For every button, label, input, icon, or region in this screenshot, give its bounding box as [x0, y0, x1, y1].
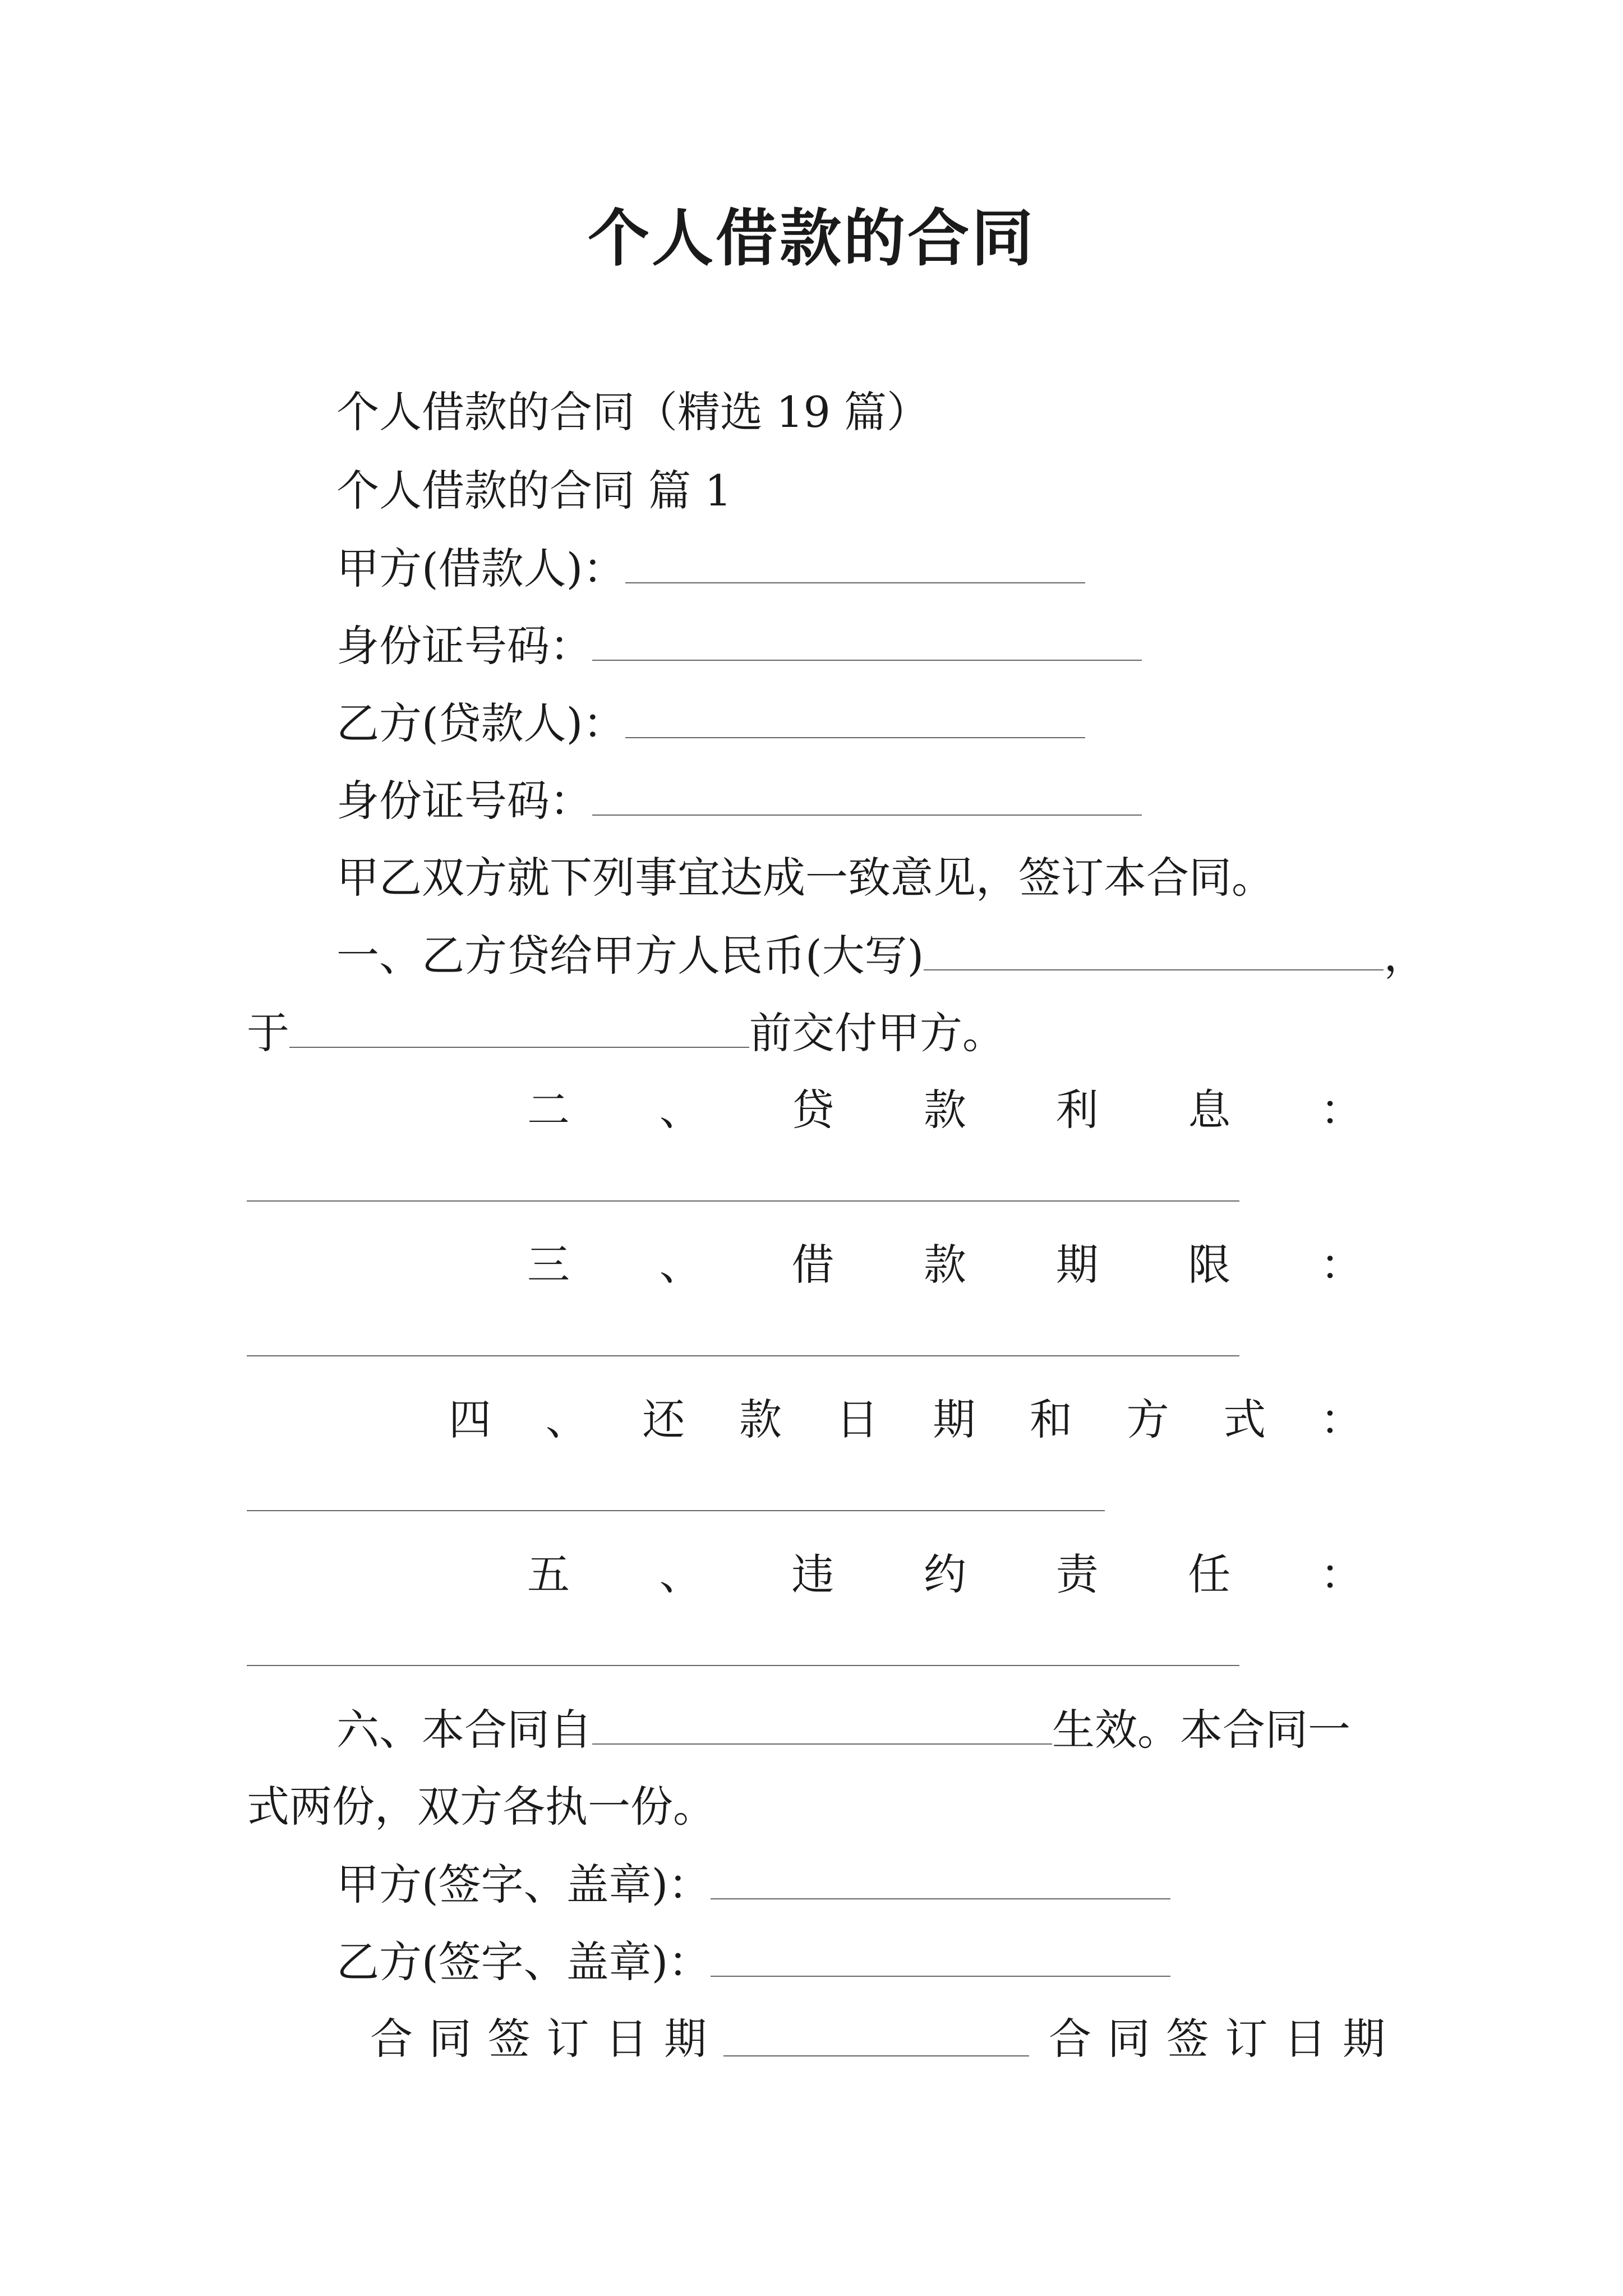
id-a-blank[interactable]	[592, 615, 1142, 661]
clause4-char: 方	[1126, 1395, 1169, 1444]
date-char: 同	[1107, 2014, 1150, 2064]
clause4-char: 还	[642, 1395, 685, 1444]
clause3-char: 三	[527, 1240, 570, 1290]
date-char: 日	[605, 2014, 648, 2064]
clause5-char: 约	[923, 1549, 966, 1599]
clause4-heading	[449, 1389, 1363, 1451]
section-heading: 个人借款的合同 篇 1	[336, 466, 732, 516]
clause6-text: 六、本合同自	[336, 1705, 592, 1755]
id-b-row	[336, 770, 1142, 832]
date-char: 同	[428, 2014, 472, 2064]
party-b-row	[336, 692, 1085, 754]
id-b-label: 身份证号码：	[336, 776, 592, 826]
id-a-row	[336, 615, 1142, 677]
term-blank[interactable]	[247, 1355, 1239, 1356]
clause6-text-2: 生效。本合同一	[1052, 1705, 1350, 1755]
interest-blank[interactable]	[247, 1200, 1239, 1202]
party-a-row	[336, 537, 1085, 600]
clause2-char: ：	[1320, 1085, 1363, 1135]
clause2-char: 二	[527, 1085, 570, 1135]
id-b-blank[interactable]	[592, 770, 1142, 816]
clause3-char: ：	[1320, 1240, 1363, 1290]
date-char: 期	[663, 2014, 707, 2064]
clause4-char: 和	[1029, 1395, 1072, 1444]
clause4-char: 式	[1223, 1395, 1266, 1444]
clause3-heading	[527, 1234, 1363, 1296]
clause5-char: 、	[659, 1549, 702, 1599]
amount-blank[interactable]	[924, 924, 1384, 970]
party-b-label: 乙方(贷款人)：	[336, 698, 626, 748]
sign-b-label: 乙方(签字、盖章)：	[336, 1937, 711, 1987]
date-char: 签	[487, 2014, 531, 2064]
clause4-char: 日	[836, 1395, 879, 1444]
date-label-left	[370, 2008, 707, 2070]
date-char: 订	[546, 2014, 589, 2064]
date-char: 订	[1225, 2014, 1268, 2064]
clause4-char: 期	[933, 1395, 976, 1444]
intro-text: 甲乙双方就下列事宜达成一致意见，签订本合同。	[336, 853, 1274, 903]
clause1-prefix: 于	[247, 1008, 289, 1058]
clause6-line2: 式两份，双方各执一份。	[247, 1782, 716, 1832]
party-b-blank[interactable]	[625, 692, 1085, 738]
clause5-char: 违	[791, 1549, 834, 1599]
clause2-char: 利	[1055, 1085, 1099, 1135]
clause5-char: ：	[1320, 1549, 1363, 1599]
clause4-char: ：	[1320, 1395, 1363, 1444]
clause5-heading	[527, 1544, 1363, 1605]
date-char: 期	[1342, 2014, 1385, 2064]
sign-date-blank[interactable]	[723, 2055, 1029, 2056]
clause3-char: 款	[923, 1240, 966, 1290]
clause1-text: 一、乙方贷给甲方人民币(大写)	[336, 931, 924, 981]
date-char: 签	[1166, 2014, 1209, 2064]
clause3-char: 借	[791, 1240, 834, 1290]
liability-blank[interactable]	[247, 1665, 1239, 1666]
clause4-char: 款	[739, 1395, 782, 1444]
clause2-heading	[527, 1079, 1363, 1141]
document-title: 个人借款的合同	[588, 202, 1035, 274]
clause2-char: 息	[1188, 1085, 1231, 1135]
effective-date-blank[interactable]	[592, 1699, 1052, 1745]
party-a-blank[interactable]	[625, 537, 1085, 583]
clause3-char: 限	[1188, 1240, 1231, 1290]
clause5-char: 责	[1055, 1549, 1099, 1599]
clause1-suffix: 前交付甲方。	[749, 1008, 1005, 1058]
clause6-line1	[336, 1699, 1350, 1761]
sign-a-row	[336, 1853, 1170, 1916]
date-char: 合	[1049, 2014, 1091, 2064]
sign-b-row	[336, 1931, 1170, 1993]
clause3-char: 、	[659, 1240, 702, 1290]
repayment-blank[interactable]	[247, 1510, 1105, 1511]
clause5-char: 五	[527, 1549, 570, 1599]
date-char: 日	[1284, 2014, 1327, 2064]
clause4-char: 、	[545, 1395, 588, 1444]
clause2-char: 贷	[791, 1085, 834, 1135]
clause4-char: 四	[449, 1395, 491, 1444]
sign-a-label: 甲方(签字、盖章)：	[336, 1860, 711, 1910]
clause3-char: 期	[1055, 1240, 1099, 1290]
date-label-right	[1049, 2008, 1385, 2070]
delivery-date-blank[interactable]	[289, 1002, 749, 1048]
sign-b-blank[interactable]	[711, 1931, 1170, 1977]
clause1-line2	[247, 1002, 1005, 1064]
id-a-label: 身份证号码：	[336, 621, 592, 671]
date-char: 合	[370, 2014, 413, 2064]
clause5-char: 任	[1188, 1549, 1231, 1599]
clause2-char: 款	[923, 1085, 966, 1135]
clause2-char: 、	[659, 1085, 702, 1135]
clause1-comma: ，	[1384, 931, 1427, 981]
subtitle: 个人借款的合同（精选 19 篇）	[336, 387, 930, 437]
sign-a-blank[interactable]	[711, 1853, 1170, 1899]
party-a-label: 甲方(借款人)：	[336, 544, 626, 593]
clause1-line1	[336, 924, 1426, 987]
